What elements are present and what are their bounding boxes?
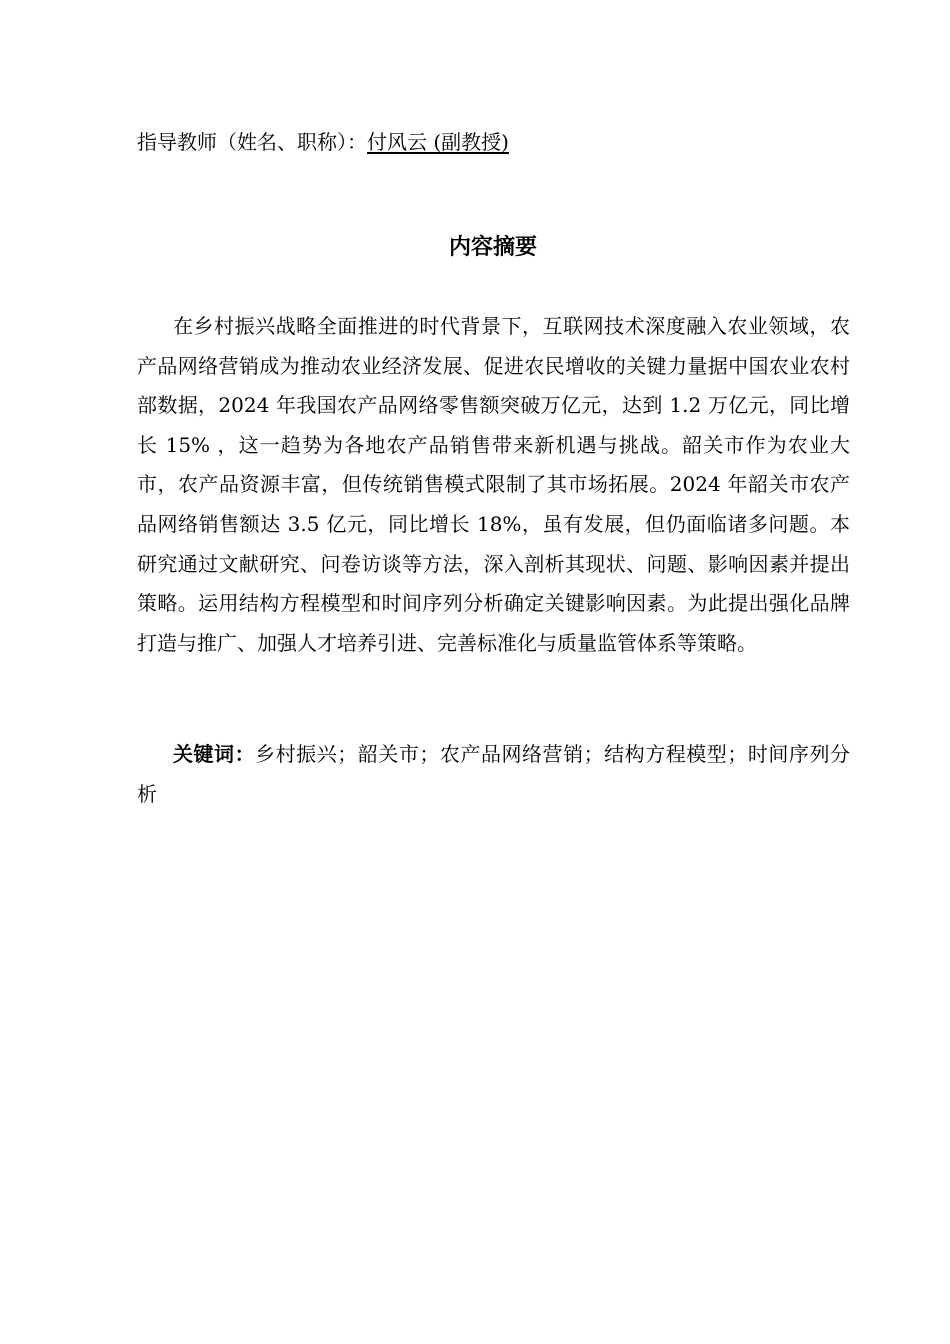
keywords-label: 关键词： (173, 742, 256, 766)
keywords-value: 乡村振兴；韶关市；农产品网络营销；结构方程模型；时间序列分析 (137, 742, 850, 806)
advisor-label: 指导教师（姓名、职称）： (137, 130, 367, 154)
keywords-line (137, 735, 850, 814)
abstract-heading: 内容摘要 (448, 235, 537, 260)
advisor-line (137, 128, 509, 156)
advisor-name: 付风云 (副教授) (367, 130, 509, 154)
abstract-body: 在乡村振兴战略全面推进的时代背景下，互联网技术深度融入农业领域，农产品网络营销成为推动农业经济发展、促进农民增收的关键力量据中国农业农村部数据，2024 年我国农产品网络零售额突破万亿元，达到 1.2 万亿元，同比增长 15% ，这一趋势为各地农产品销售带来新机遇与挑战。韶关市作为农业大市，农产品资源丰富，但传统销售模式限制了其市场拓展。2024 年韶关市农产品网络销售额达 3.5 亿元，同比增长 18%，虽有发展，但仍面临诸多问题。本研究通过文献研究、问卷访谈等方法，深入剖析其现状、问题、影响因素并提出策略。运用结构方程模型和时间序列分析确定关键影响因素。为此提出强化品牌打造与推广、加强人才培养引进、完善标准化与质量监管体系等策略。 (137, 314, 850, 655)
